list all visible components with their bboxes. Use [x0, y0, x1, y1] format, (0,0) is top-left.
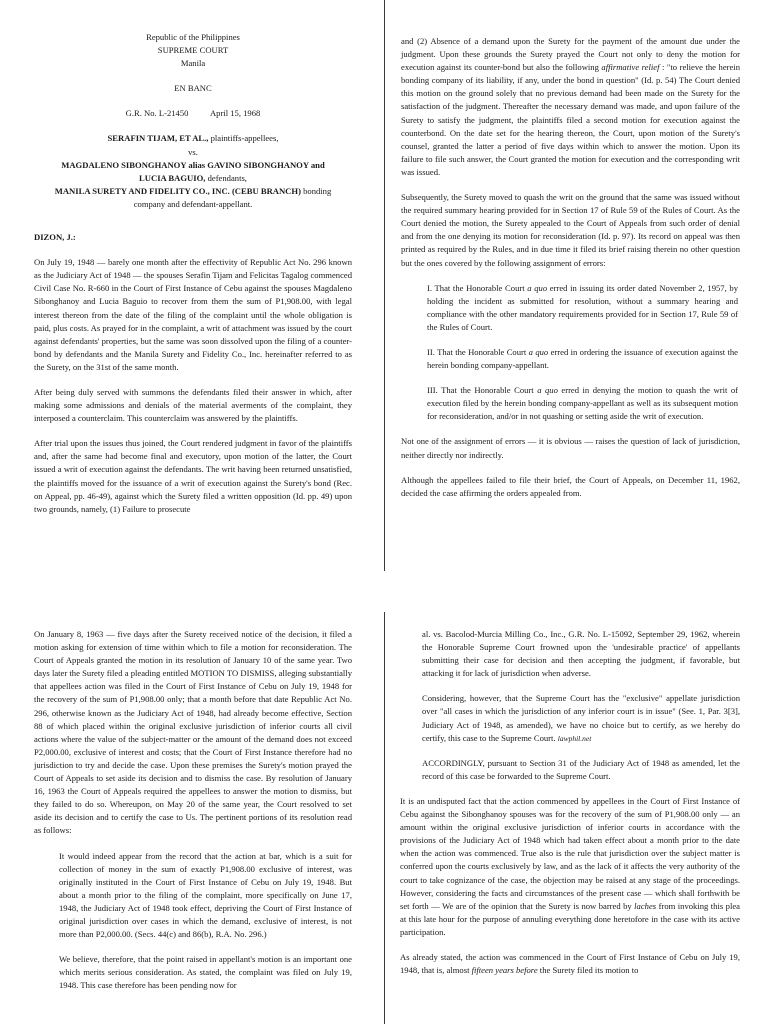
- quote-certify-text: Considering, however, that the Supreme Court has the "exclusive" appellate jurisdiction over "all cases in which the jurisdiction of any inferior court is in issue" (See. 1, Par. 3[3], Judiciary Act of 1948, as amended), we have no choice but to certify, as we hereby do certify, this case to the Supreme Court.: [422, 693, 740, 743]
- party-plaintiffs-name: SERAFIN TIJAM, ET AL.,: [107, 133, 209, 144]
- party-plaintiffs: [34, 132, 352, 145]
- header-republic: Republic of the Philippines: [146, 32, 240, 42]
- page-divider-bottom: [384, 612, 385, 1024]
- party-defendant-role: defendants,: [207, 172, 247, 183]
- lawphil-watermark: lawphil.net: [557, 733, 592, 743]
- error-1-a-quo: a quo: [527, 282, 548, 293]
- error-2: [427, 346, 738, 372]
- party-surety-role-1: bonding: [303, 185, 332, 196]
- error-3: [427, 384, 738, 423]
- paragraph-undisputed: [400, 795, 740, 939]
- paragraph-quash: Subsequently, the Surety moved to quash the writ on the ground that the same was issued without the required summary hearing provided for in Section 17 of Rule 59 of the Rules of Court. As the Court denied the motion, the Surety appealed to the Court of Appeals from such order of denial and from the one denying its motion for reconsideration (Id. p. 97). Its record on appeal was then printed as required by the Rules, and in due time it filed its brief raising therein no other question but the ones covered by the following assignment of errors:: [401, 192, 740, 268]
- page-gap: [0, 571, 768, 612]
- motion-to-dismiss-title: MOTION TO DISMISS: [190, 668, 275, 679]
- paragraph-2: After being duly served with summons the defendants filed their answer in which, after making some admissions and denials of the material averments of the complaint, they interposed a counterclaim. This counterclaim was answered by the plaintiffs.: [34, 386, 352, 424]
- quote-certify: [422, 692, 740, 744]
- header-city: Manila: [180, 58, 206, 69]
- header-court: SUPREME COURT: [157, 45, 229, 56]
- error-2-part-2: erred in ordering the issuance of execution against the herein bonding company-appellant.: [427, 346, 738, 371]
- page-4-text-column: [400, 628, 740, 989]
- error-1: [427, 282, 738, 334]
- document-page-1: [0, 0, 384, 571]
- party-surety-name: MANILA SURETY AND FIDELITY CO., INC. (CEBU BRANCH): [54, 185, 301, 196]
- paragraph-1: On July 19, 1948 — barely one month after the effectivity of Republic Act No. 296 known as the Judiciary Act of 1948 — the spouses Serafin Tijam and Felicitas Tagalog commenced Civil Case No. R-660 in the Court of First Instance of Cebu against the spouses Magdaleno Sibonghanoy and Lucia Baguio to recover from them the sum of P1,908.00, with legal interest thereon from the date of the filing of the complaint until the whole obligation is paid, plus costs. As prayed for in the complaint, a writ of attachment was issued by the court against defendants' properties, but the same was soon dissolved upon the filing of a counter-bond by defendants and the Manila Surety and Fidelity Co., Inc. hereinafter referred to as the Surety, on the 31st of the same month.: [34, 257, 352, 372]
- undisputed-part-2: from invoking this plea at this late hour for the purpose of annuling everything done heretofore in the case with its active participation.: [400, 900, 740, 937]
- paragraph-continued-part-2: : "to relieve the herein bonding company of its liability, if any, under the bond in question" (Id. p. 54) The Court denied this motion on the ground solely that no previous demand had been made on the Surety for the satisfaction of the judgment. Thereafter the necessary demand was made, and upon failure of the Surety to satisfy the judgment, the plaintiffs filed a second motion for execution against the counterbond. On the date set for the hearing thereon, the Court, upon motion of the Surety's counsel, granted the latter a period of five days within which to answer the motion. Upon its failure to file such answer, the Court granted the motion for execution and the corresponding writ was issued.: [401, 62, 740, 177]
- error-2-part-1: II. That the Honorable Court: [427, 346, 529, 357]
- already-stated-part-1: As already stated, the action was commenced in the Court of First Instance of Cebu on July 19, 1948, that is, almost: [400, 951, 740, 976]
- party-surety-line-2: company and defendant-appellant.: [133, 198, 253, 209]
- party-defendant-line-2: [34, 172, 352, 185]
- quote-1: It would indeed appear from the record that the action at bar, which is a suit for collection of money in the sum of exactly P1,908.00 exclusive of interest, was originally instituted in the Court of First Instance of Cebu on July 19, 1948. But about a month prior to the filing of the complaint, more specifically on June 17, 1948, the Judiciary Act of 1948 took effect, depriving the Court of First Instance of original jurisdiction over cases in which the demand, exclusive of interest, is not more than P2,000.00. (Secs. 44(c) and 86(b), R.A. No. 296.): [59, 850, 352, 940]
- paragraph-continued-part-1: and (2) Absence of a demand upon the Surety for the payment of the amount due under the judgment. Upon these grounds the Surety prayed the Court not only to deny the motion for execution against its counter-bond but also the following: [401, 36, 740, 73]
- already-stated-part-2: the Surety filed its motion to: [537, 965, 639, 976]
- error-1-part-2: erred in issuing its order dated November 2, 1957, by holding the incident as submitted for resolution, without a summary hearing and compliance with the other mandatory requirements provided for in Section 17, Rule 59 of the Rules of Court.: [427, 282, 738, 332]
- party-plaintiffs-role: plaintiffs-appellees,: [210, 133, 279, 144]
- laches-text: laches: [634, 900, 657, 911]
- gr-number: G.R. No. L-21450: [125, 108, 189, 119]
- undisputed-part-1: It is an undisputed fact that the action commenced by appellees in the Court of First Instance of Cebu against the Sibonghanoy spouses was for the recovery of the sum of P1,908.00 only — an amount within the original exclusive jurisdiction of inferior courts in accordance with the provisions of the Judiciary Act of 1948 which had taken effect about a month prior to the date when the action was commenced. True also is the rule that jurisdiction over the subject matter is conferred upon the courts exclusively by law, and as the lack of it affects the very authority of the court to take cognizance of the case, the objection may be raised at any stage of the proceedings. However, considering the facts and circumstances of the present case — which shall forthwith be set forth — We are of the opinion that the Surety is now barred by: [400, 795, 740, 911]
- versus: vs.: [188, 146, 198, 157]
- document-page-4: [385, 612, 768, 1024]
- paragraph-3: After trial upon the issues thus joined, the Court rendered judgment in favor of the plaintiffs and, after the same had become final and executory, upon motion of the latter, the Court issued a writ of execution against the defendants. The writ having been returned unsatisfied, the plaintiffs moved for the issuance of a writ of execution against the Surety's bond (Rec. on Appeal, pp. 46-49), against which the Surety filed a written opposition (Id. pp. 49) upon two grounds, namely, (1) Failure to prosecute: [34, 438, 352, 514]
- error-3-part-2: erred in denying the motion to quash the writ of execution filed by the herein bonding company-appellant as well as its subsequent motion for reconsideration, and/or in not quashing or setting aside the writ of execution.: [427, 385, 739, 422]
- paragraph-already-stated: [400, 951, 740, 977]
- affirmative-relief-text: affirmative relief: [601, 62, 660, 73]
- party-defendant-name-2: LUCIA BAGUIO,: [139, 172, 206, 183]
- paragraph-motion-dismiss: [34, 628, 352, 838]
- motion-dismiss-part-1: On January 8, 1963 — five days after the Surety received notice of the decision, it filed a motion asking for extension of time within which to file a motion for reconsideration. The Court of Appeals granted the motion in its resolution of January 10 of the same year. Two days later the Surety filed a pleading entitled: [34, 629, 352, 679]
- quote-accordingly: ACCORDINGLY, pursuant to Section 31 of the Judiciary Act of 1948 as amended, let the record of this case be forwarded to the Supreme Court.: [422, 757, 740, 781]
- party-surety-line-1: [34, 185, 352, 198]
- error-2-a-quo: a quo: [528, 346, 549, 357]
- party-defendant-line-1: MAGDALENO SIBONGHANOY alias GAVINO SIBONGHANOY and: [61, 159, 325, 170]
- document-page-3: [0, 612, 384, 1024]
- ponente: DIZON, J.:: [34, 232, 76, 243]
- error-3-part-1: III. That the Honorable Court: [427, 385, 538, 396]
- document-page-2: [385, 0, 768, 571]
- quote-2: We believe, therefore, that the point raised in appellant's motion is an important one which merits serious consideration. As stated, the complaint was filed on July 19, 1948. This case therefore has been pending now for: [59, 954, 352, 991]
- motion-dismiss-part-2: , alleging substantially that appellees action was filed in the Court of First Instance of Cebu on July 19, 1948 for the recovery of the sum of P1,908.00 only; that a month before that date Republic Act No. 296, otherwise known as the Judiciary Act of 1948, had already become effective, Section 88 of which placed within the original exclusive jurisdiction of inferior courts all civil actions where the value of the subject-matter or the amount of the demand does not exceed P2,000.00, exclusive of interest and costs; that the Court of First Instance therefore had no jurisdiction to try and decide the case. Upon these premises the Surety's motion prayed the Court of Appeals to set aside its decision and to dismiss the case. By resolution of January 16, 1963 the Court of Appeals required the appellees to answer the motion to dismiss, but they failed to do so. Whereupon, on May 20 of the same year, the Court resolved to set aside its decision and to certify the case to Us. The pertinent portions of its resolution read as follows:: [34, 668, 352, 836]
- page-3-text-column: [34, 628, 352, 1004]
- error-3-a-quo: a quo: [537, 385, 558, 396]
- gr-date: April 15, 1968: [209, 108, 261, 119]
- en-banc-heading: EN BANC: [174, 83, 212, 94]
- page-divider-top: [384, 0, 385, 571]
- fifteen-years-text: fifteen years before: [471, 965, 538, 976]
- error-1-part-1: I. That the Honorable Court: [427, 282, 528, 293]
- quote-continued: al. vs. Bacolod-Murcia Milling Co., Inc., G.R. No. L-15092, September 29, 1962, wherein the Honorable Supreme Court frowned upon the 'undesirable practice' of appellants submitting their case for decision and then accepting the judgment, if favorable, but attacking it for lack of jurisdiction when adverse.: [422, 629, 740, 679]
- paragraph-jurisdiction: Not one of the assignment of errors — it is obvious — raises the question of lack of jurisdiction, neither directly nor indirectly.: [401, 436, 740, 460]
- case-number-line: [34, 107, 352, 120]
- page-1-text-column: [34, 31, 352, 528]
- paragraph-continued: [401, 35, 740, 179]
- page-2-text-column: [401, 35, 740, 512]
- paragraph-appellees: Although the appellees failed to file their brief, the Court of Appeals, on December 11, 1962, decided the case affirming the orders appealed from.: [401, 474, 740, 498]
